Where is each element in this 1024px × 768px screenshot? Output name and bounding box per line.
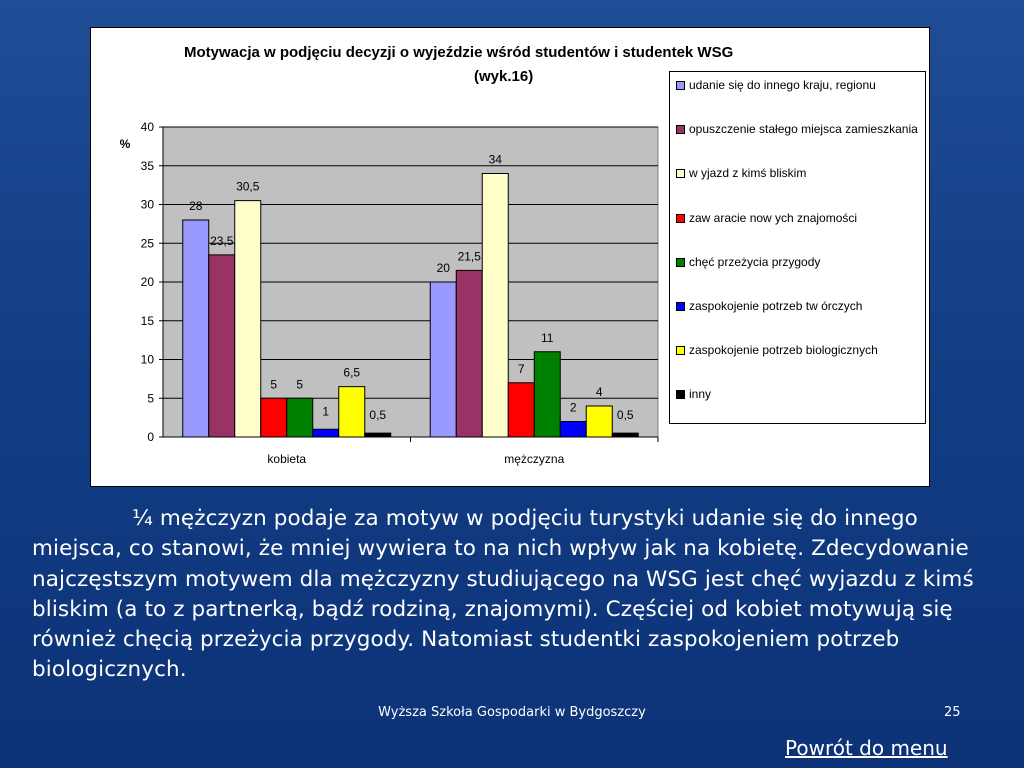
y-tick-label: 15 <box>140 313 154 328</box>
legend-label: chęć przeżycia przygody <box>689 254 821 269</box>
data-label: 6,5 <box>343 365 361 380</box>
bar <box>456 270 482 437</box>
page-number: 25 <box>944 705 961 720</box>
bar <box>209 255 235 437</box>
bar <box>183 220 209 437</box>
chart-subtitle: (wyk.16) <box>474 68 534 85</box>
y-tick-label: 0 <box>147 430 154 444</box>
legend-swatch <box>676 302 685 311</box>
bar <box>339 387 365 437</box>
y-tick-label: 5 <box>147 391 154 406</box>
y-tick-label: 25 <box>140 236 154 251</box>
legend-swatch <box>676 214 685 223</box>
bar <box>313 429 339 437</box>
bar <box>612 433 638 437</box>
legend-label: zaw aracie now ych znajomości <box>689 210 858 225</box>
data-label: 7 <box>517 361 525 376</box>
legend-swatch <box>676 390 685 399</box>
bar <box>508 383 534 437</box>
bar <box>235 201 261 437</box>
bar <box>365 433 391 437</box>
data-label: 0,5 <box>616 408 634 423</box>
bar <box>482 174 508 438</box>
chart-legend <box>669 71 926 424</box>
legend-label: udanie się do innego kraju, regionu <box>689 78 876 92</box>
legend-label: inny <box>689 387 712 402</box>
legend-swatch <box>676 125 685 134</box>
back-to-menu-link[interactable]: Powrót do menu <box>785 736 948 760</box>
data-label: 2 <box>569 400 577 415</box>
data-label: 20 <box>436 261 450 275</box>
body-paragraph: ¼ mężczyzn podaje za motyw w podjęciu turystyki udanie się do innego miejsca, co stanowi, że mniej wywiera to na nich wpływ jak na kobietę. Zdecydowanie najczęstszym motywem dla mężczyzny studiującego na WSG jest chęć wyjazdu z kimś bliskim (a to z partnerką, bądź rodziną, znajomymi). Częściej od kobiet motywują się również chęcią przeżycia przygody. Natomiast studentki zaspokojeniem potrzeb biologicznych. <box>32 506 974 683</box>
y-tick-label: 35 <box>140 158 154 173</box>
y-tick-label: 10 <box>140 352 154 367</box>
chart-title: Motywacja w podjęciu decyzji o wyjeździe wśród studentów i studentek WSG <box>184 44 734 61</box>
legend-swatch <box>676 169 685 178</box>
legend-swatch <box>676 346 685 355</box>
data-label: 5 <box>270 377 278 392</box>
bar <box>430 282 456 437</box>
data-label: 5 <box>296 377 304 392</box>
legend-label: zaspokojenie potrzeb biologicznych <box>689 343 878 358</box>
legend-label: zaspokojenie potrzeb tw órczych <box>689 299 863 313</box>
data-label: 30,5 <box>236 179 260 194</box>
legend-label: opuszczenie stałego miejsca zamieszkania <box>689 122 918 137</box>
data-label: 1 <box>322 404 330 419</box>
data-label: 34 <box>488 152 502 167</box>
bar <box>261 398 287 437</box>
legend-label: w yjazd z kimś bliskim <box>689 166 807 181</box>
slide-body-text <box>32 504 992 686</box>
data-label: 4 <box>595 385 603 399</box>
y-tick-label: 30 <box>140 197 154 212</box>
bar <box>534 352 560 437</box>
data-label: 21,5 <box>457 249 481 264</box>
bar <box>560 422 586 438</box>
slide-footer: Wyższa Szkoła Gospodarki w Bydgoszczy <box>378 705 646 720</box>
x-tick-label: mężczyzna <box>504 452 565 466</box>
data-label: 0,5 <box>369 408 387 423</box>
legend-swatch <box>676 81 685 90</box>
y-tick-label: 20 <box>140 275 154 289</box>
y-tick-label: 40 <box>140 120 154 134</box>
bar <box>586 406 612 437</box>
bar <box>287 398 313 437</box>
data-label: 11 <box>541 330 554 345</box>
data-label: 23,5 <box>210 233 234 248</box>
legend-swatch <box>676 258 685 267</box>
y-axis-label: % <box>119 137 131 151</box>
x-tick-label: kobieta <box>267 452 307 466</box>
data-label: 28 <box>189 199 203 213</box>
